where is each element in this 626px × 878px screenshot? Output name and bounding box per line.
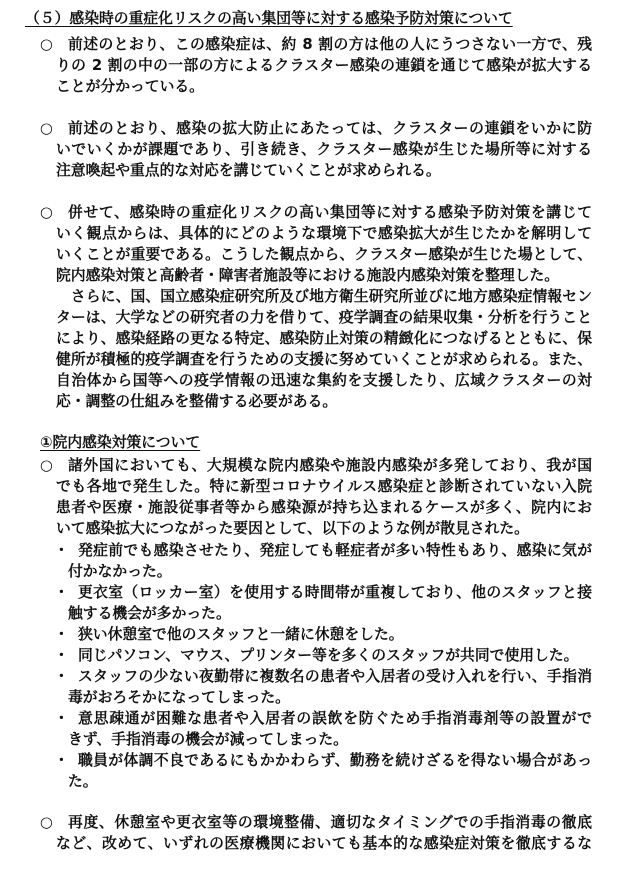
paragraph-line: いでいくかが課題であり、引き続き、クラスター感染が生じた場所等に対する	[56, 141, 592, 158]
bullet-item	[54, 750, 592, 792]
paragraph-line: 再度、休憩室や更衣室等の環境整備、適切なタイミングでの手指消毒の徹底	[68, 814, 592, 831]
paragraph-marker: ○	[40, 120, 53, 137]
bullet-line: 毒がおろそかになってしまった。	[68, 689, 290, 706]
paragraph-line: 諸外国においても、大規模な院内感染や施設内感染が多発しており、我が国	[68, 457, 592, 474]
paragraph-marker: ○	[40, 457, 53, 474]
bullet-item	[54, 708, 592, 750]
paragraph-line: 自治体から国等への疫学情報の迅速な集約を支援したり、広域クラスターの対	[56, 372, 592, 389]
paragraph-line: いくことが重要である。こうした観点から、クラスター感染が生じた場として、	[56, 246, 592, 263]
bullet-item	[54, 645, 592, 666]
bullet-line: 更衣室（ロッカー室）を使用する時間帯が重複しており、他のスタッフと接	[78, 584, 592, 601]
bullet-marker: ・	[54, 542, 69, 559]
paragraph-first-line	[40, 812, 592, 833]
paragraph-first-line	[40, 202, 592, 223]
paragraph-line: 健所が積極的疫学調査を行うための支援に努めていくことが求められる。また、	[56, 351, 592, 368]
subsection-intro-paragraph	[40, 455, 592, 539]
paragraph-line: 前述のとおり、この感染症は、約 8 割の方は他の人にうつさない一方で、残	[68, 36, 592, 53]
bullet-line: 職員が体調不良であるにもかかわらず、勤務を続けざるを得ない場合があっ	[78, 752, 592, 769]
paragraph-marker: ○	[40, 814, 53, 831]
subsection-heading	[40, 432, 200, 453]
bullet-first-line	[54, 666, 592, 687]
bullet-marker: ・	[54, 647, 69, 664]
paragraph-first-line	[40, 455, 592, 476]
section-heading	[25, 8, 513, 29]
paragraph-line: 院内感染対策と高齢者・障害者施設等における施設内感染対策を整理した。	[56, 267, 560, 284]
subsection-heading-text: ①院内感染対策について	[40, 434, 201, 451]
paragraph-line: 前述のとおり、感染の拡大防止にあたっては、クラスターの連鎖をいかに防	[68, 120, 592, 137]
bullet-line: きず、手指消毒の機会が減ってしまった。	[68, 731, 348, 748]
bullet-line: 発症前でも感染させたり、発症しても軽症者が多い特性もあり、感染に気が	[78, 542, 592, 559]
bullet-item	[54, 624, 592, 645]
paragraph-line: 注意喚起や重点的な対応を講じていくことが求められる。	[56, 162, 441, 179]
bullet-first-line	[54, 708, 592, 729]
bullet-line: た。	[68, 773, 98, 790]
bullet-first-line	[54, 645, 592, 666]
paragraph-marker: ○	[40, 36, 53, 53]
paragraph-line: さらに、国、国立感染症研究所及び地方衛生研究所並びに地方感染症情報セン	[56, 288, 592, 305]
paragraph-line: りの 2 割の中の一部の方によるクラスター感染の連鎖を通じて感染が拡大する	[56, 57, 592, 74]
bullet-item	[54, 666, 592, 708]
bullet-line: 同じパソコン、マウス、プリンター等を多くのスタッフが共同で使用した。	[78, 647, 579, 664]
bullet-line: 触する機会が多かった。	[68, 605, 231, 622]
paragraph-line: 併せて、感染時の重症化リスクの高い集団等に対する感染予防対策を講じて	[68, 204, 592, 221]
bullet-first-line	[54, 750, 592, 771]
bullet-marker: ・	[54, 584, 69, 601]
bullet-item	[54, 540, 592, 582]
paragraph-line: いて感染拡大につながった要因として、以下のような例が散見された。	[56, 520, 529, 537]
subsection-closing-paragraph	[40, 812, 592, 854]
bullet-first-line	[54, 582, 592, 603]
paragraph-first-line	[40, 118, 592, 139]
bullet-marker: ・	[54, 710, 69, 727]
paragraph-3	[40, 202, 592, 412]
bullet-line: 意思疎通が困難な患者や入居者の誤飲を防ぐため手指消毒剤等の設置がで	[78, 710, 592, 727]
bullet-line: 狭い休憩室で他のスタッフと一緒に休憩をした。	[78, 626, 404, 643]
paragraph-line: でも各地で発生した。特に新型コロナウイルス感染症と診断されていない入院	[56, 478, 592, 495]
bullet-line: スタッフの少ない夜勤帯に複数名の患者や入居者の受け入れを行い、手指消	[78, 668, 592, 685]
bullet-first-line	[54, 624, 592, 645]
paragraph-line: ことが分かっている。	[56, 78, 204, 95]
paragraph-line: ターは、大学などの研究者の力を借りて、疫学調査の結果収集・分析を行うこと	[56, 309, 592, 326]
paragraph-line: により、感染経路の更なる特定、感染防止対策の精緻化につなげるとともに、保	[56, 330, 592, 347]
paragraph-line: いく観点からは、具体的にどのような環境下で感染拡大が生じたかを解明して	[56, 225, 592, 242]
bullet-first-line	[54, 540, 592, 561]
paragraph-line: 患者や医療・施設従事者等から感染源が持ち込まれるケースが多く、院内にお	[56, 499, 592, 516]
section-heading-text: （５）感染時の重症化リスクの高い集団等に対する感染予防対策について	[25, 10, 513, 27]
bullet-marker: ・	[54, 626, 69, 643]
bullet-item	[54, 582, 592, 624]
bullet-marker: ・	[54, 752, 69, 769]
paragraph-1	[40, 34, 592, 97]
paragraph-marker: ○	[40, 204, 53, 221]
paragraph-line: 応・調整の仕組みを整備する必要がある。	[56, 393, 338, 410]
paragraph-first-line	[40, 34, 592, 55]
bullet-line: 付かなかった。	[68, 563, 172, 580]
bullet-marker: ・	[54, 668, 69, 685]
paragraph-2	[40, 118, 592, 181]
paragraph-line: など、改めて、いずれの医療機関においても基本的な感染症対策を徹底するな	[56, 835, 592, 852]
